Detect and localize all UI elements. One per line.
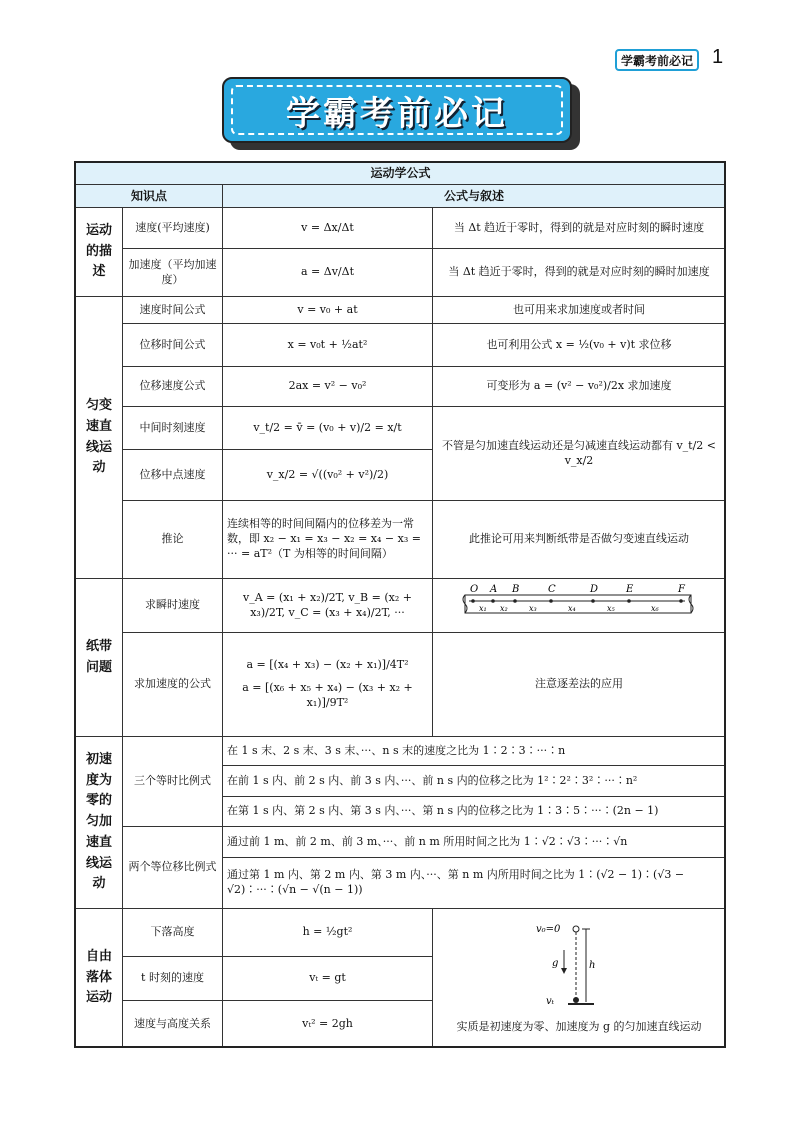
description: 实质是初速度为零、加速度为 g 的匀加速直线运动 [456, 1020, 702, 1034]
formula: h = ½gt² [223, 909, 433, 957]
row-label: 位移速度公式 [123, 367, 223, 407]
tape-point [471, 599, 475, 603]
row-label: 下落高度 [123, 909, 223, 957]
formula: v = Δx/Δt [223, 208, 433, 249]
ratio-line: 通过前 1 m、前 2 m、前 3 m、···、前 n m 所用时间之比为 1∶√2∶√3∶···∶√n [223, 827, 726, 858]
formula: vₜ = gt [223, 957, 433, 1001]
tape-segment-label: x₂ [500, 604, 508, 614]
row-label: 中间时刻速度 [123, 407, 223, 450]
formula: x = v₀t + ½at² [223, 324, 433, 367]
formula: a = Δv/Δt [223, 249, 433, 297]
row-label: 位移时间公式 [123, 324, 223, 367]
row-label: 推论 [123, 501, 223, 579]
free-fall-diagram [534, 920, 624, 1010]
row-label: 求加速度的公式 [123, 633, 223, 737]
description: 此推论可用来判断纸带是否做匀变速直线运动 [433, 501, 726, 579]
tape-point [549, 599, 553, 603]
section-name: 运动的描述 [76, 208, 123, 297]
tape-point-label: D [590, 584, 599, 596]
page-number: 1 [712, 46, 724, 68]
kinematics-table [75, 162, 726, 1048]
col-knowledge-header: 知识点 [76, 185, 223, 208]
row-label: t 时刻的速度 [123, 957, 223, 1001]
h-label: h [589, 960, 596, 972]
row-label: 求瞬时速度 [123, 579, 223, 633]
tape-point-label: A [490, 584, 498, 596]
formula: a = [(x₄ + x₃) − (x₂ + x₁)]/4T² [246, 658, 409, 672]
row-label: 两个等位移比例式 [123, 827, 223, 909]
section-name: 自由落体运动 [76, 909, 123, 1048]
description: 当 Δt 趋近于零时，得到的就是对应时刻的瞬时加速度 [433, 249, 726, 297]
tape-segment-label: x₃ [529, 604, 537, 614]
formula: vₜ² = 2gh [223, 1001, 433, 1048]
section-name: 纸带问题 [76, 579, 123, 737]
banner [222, 77, 572, 143]
tape-point [627, 599, 631, 603]
formula: a = [(x₆ + x₅ + x₄) − (x₃ + x₂ + x₁)]/9T² [242, 681, 413, 709]
description: 当 Δt 趋近于零时，得到的就是对应时刻的瞬时速度 [433, 208, 726, 249]
row-label: 速度(平均速度) [123, 208, 223, 249]
tape-point-label: O [470, 584, 479, 596]
tape-segment-label: x₅ [607, 604, 615, 614]
ratio-line: 在第 1 s 内、第 2 s 内、第 3 s 内、···、第 n s 内的位移之比为 1∶3∶5∶···∶(2n − 1) [223, 797, 726, 827]
description: 也可用来求加速度或者时间 [433, 297, 726, 324]
v0-label: v₀=0 [536, 924, 561, 936]
tape-point-label: C [548, 584, 556, 596]
row-label: 加速度（平均加速度） [123, 249, 223, 297]
description: 不管是匀加速直线运动还是匀减速直线运动都有 v_t/2 < v_x/2 [433, 407, 726, 501]
formula: v = v₀ + at [223, 297, 433, 324]
ratio-line: 通过第 1 m 内、第 2 m 内、第 3 m 内、···、第 n m 内所用时间之比为 1∶(√2 − 1)∶(√3 − √2)∶···∶(√n − √(n − 1)) [223, 858, 726, 909]
row-label: 位移中点速度 [123, 450, 223, 501]
col-formula-header: 公式与叙述 [223, 185, 726, 208]
formula-block [223, 633, 433, 737]
row-label: 速度时间公式 [123, 297, 223, 324]
tape-point [679, 599, 683, 603]
description: 可变形为 a = (v² − v₀²)/2x 求加速度 [433, 367, 726, 407]
description: 注意逐差法的应用 [433, 633, 726, 737]
paper-tape-diagram [459, 581, 699, 625]
formula: v_x/2 = √((v₀² + v²)/2) [223, 450, 433, 501]
free-fall-cell [433, 909, 726, 1048]
banner-title: 学霸考前必记 [231, 85, 563, 135]
table-title: 运动学公式 [76, 163, 726, 185]
formula: 2ax = v² − v₀² [223, 367, 433, 407]
row-label: 速度与高度关系 [123, 1001, 223, 1048]
tape-point-label: E [626, 584, 634, 596]
tape-segment-label: x₆ [651, 604, 659, 614]
vt-label: vₜ [546, 996, 555, 1008]
tape-segment-label: x₄ [568, 604, 576, 614]
tape-point [513, 599, 517, 603]
section-name: 匀变速直线运动 [76, 297, 123, 579]
ratio-line: 在前 1 s 内、前 2 s 内、前 3 s 内、···、前 n s 内的位移之比为 1²∶2²∶3²∶···∶n² [223, 766, 726, 797]
tape-segment-label: x₁ [479, 604, 487, 614]
row-label: 三个等时比例式 [123, 737, 223, 827]
tape-point [491, 599, 495, 603]
formula: v_A = (x₁ + x₂)/2T, v_B = (x₂ + x₃)/2T, v_C = (x₃ + x₄)/2T, ··· [223, 579, 433, 633]
tape-point [591, 599, 595, 603]
formula: v_t/2 = v̄ = (v₀ + v)/2 = x/t [223, 407, 433, 450]
tape-point-label: B [512, 584, 520, 596]
ratio-line: 在 1 s 末、2 s 末、3 s 末、···、n s 末的速度之比为 1∶2∶3∶···∶n [223, 737, 726, 766]
g-label: g [552, 958, 559, 970]
paper-tape-cell [433, 579, 726, 633]
tape-point-label: F [678, 584, 685, 596]
section-name: 初速度为零的匀加速直线运动 [76, 737, 123, 909]
description: 也可利用公式 x = ½(v₀ + v)t 求位移 [433, 324, 726, 367]
header-tag: 学霸考前必记 [615, 49, 699, 71]
formula: 连续相等的时间间隔内的位移差为一常数，即 x₂ − x₁ = x₃ − x₂ = x₄ − x₃ = ··· = aT²（T 为相等的时间间隔） [223, 501, 433, 579]
